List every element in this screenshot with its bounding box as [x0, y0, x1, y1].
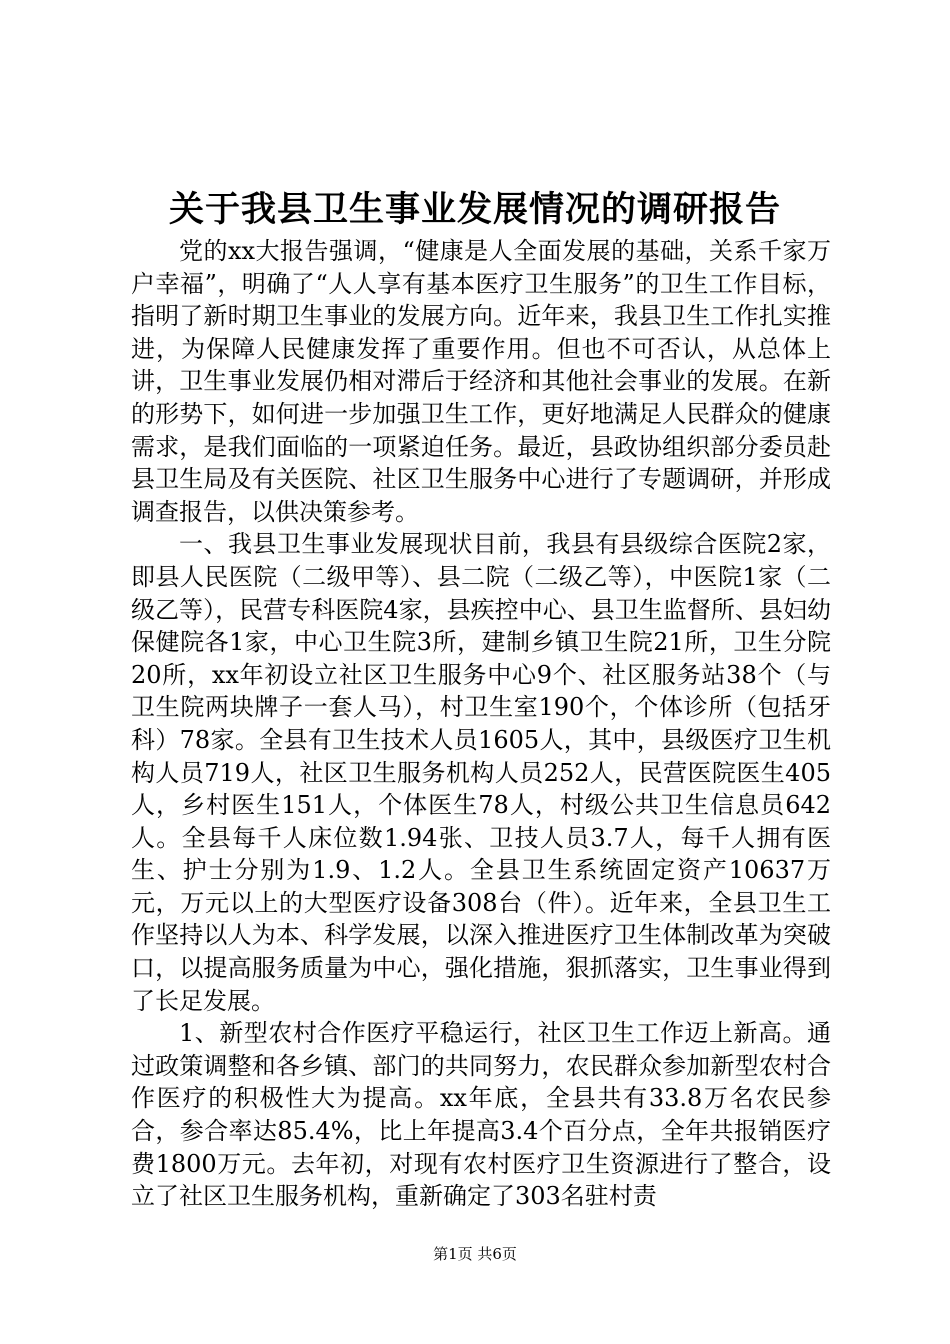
paragraph-section-one: 一、我县卫生事业发展现状目前，我县有县级综合医院2家，即县人民医院（二级甲等）、县二院（二级乙等），中医院1家（二级乙等），民营专科医院4家，县疾控中心、县卫生监督所、县妇幼保健院各1家，中心卫生院3所，建制乡镇卫生院21所，卫生分院20所，xx年初设立社区卫生服务中心9个、社区服务站38个（与卫生院两块牌子一套人马），村卫生室190个，个体诊所（包括牙科）78家。全县有卫生技术人员1605人，其中，县级医疗卫生机构人员719人，社区卫生服务机构人员252人，民营医院医生405人，乡村医生151人，个体医生78人，村级公共卫生信息员642人。全县每千人床位数1.94张、卫技人员3.7人，每千人拥有医生、护士分别为1.9、1.2人。全县卫生系统固定资产10637万元，万元以上的大型医疗设备308台（件）。近年来，全县卫生工作坚持以人为本、科学发展，以深入推进医疗卫生体制改革为突破口，以提高服务质量为中心，强化措施，狠抓落实，卫生事业得到了长足发展。	[131, 530, 831, 1015]
page-footer: 第1页 共6页	[433, 1245, 517, 1263]
document-title: 关于我县卫生事业发展情况的调研报告	[168, 190, 781, 230]
paragraph-item-one: 1、新型农村合作医疗平稳运行，社区卫生工作迈上新高。通过政策调整和各乡镇、部门的共同努力，农民群众参加新型农村合作医疗的积极性大为提高。xx年底，全县共有33.8万名农民参合，参合率达85.4%，比上年提高3.4个百分点，全年共报销医疗费1800万元。去年初，对现有农村医疗卫生资源进行了整合，设立了社区卫生服务机构，重新确定了303名驻村责	[131, 1019, 831, 1211]
document-body	[131, 235, 831, 1213]
paragraph-intro: 党的xx大报告强调，“健康是人全面发展的基础，关系千家万户幸福”，明确了“人人享有基本医疗卫生服务”的卫生工作目标，指明了新时期卫生事业的发展方向。近年来，我县卫生工作扎实推进，为保障人民健康发挥了重要作用。但也不可否认，从总体上讲，卫生事业发展仍相对滞后于经济和其他社会事业的发展。在新的形势下，如何进一步加强卫生工作，更好地满足人民群众的健康需求，是我们面临的一项紧迫任务。最近，县政协组织部分委员赴县卫生局及有关医院、社区卫生服务中心进行了专题调研，并形成调查报告，以供决策参考。	[131, 237, 831, 526]
